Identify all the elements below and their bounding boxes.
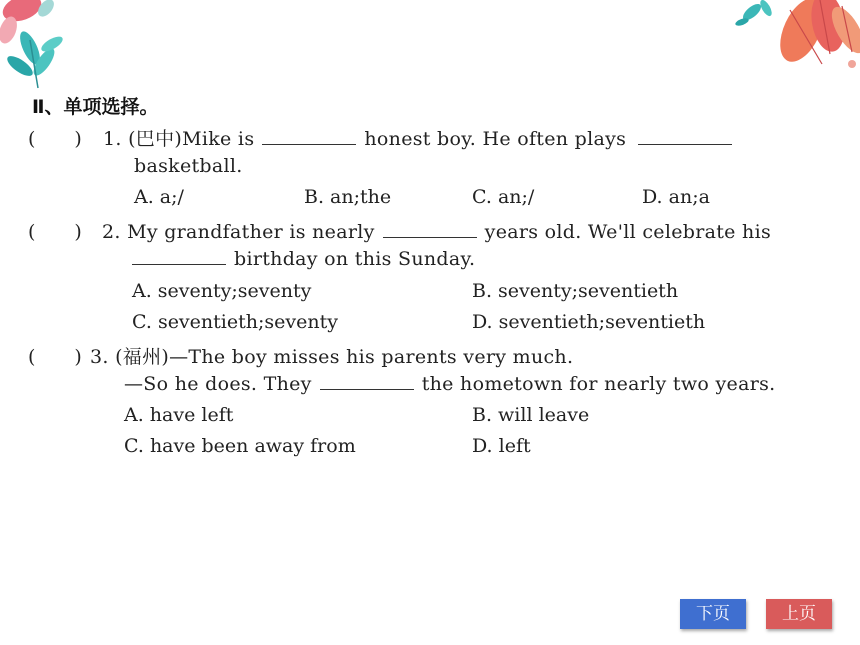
question-text: honest boy. He often plays <box>364 128 627 150</box>
question-text: My grandfather is nearly <box>127 221 375 243</box>
option-c: C. an;/ <box>472 186 535 208</box>
option-a: A. a;/ <box>134 186 184 208</box>
next-page-button[interactable]: 下页 <box>680 599 746 629</box>
option-b: B. an;the <box>304 186 392 208</box>
option-c: C. seventieth;seventy <box>132 311 338 333</box>
option-c: C. have been away from <box>124 435 356 457</box>
question-1-line-2: basketball. <box>134 155 243 177</box>
option-d: D. seventieth;seventieth <box>472 311 706 333</box>
answer-paren[interactable]: ( ) <box>28 346 83 368</box>
question-text: —The boy misses his parents very much. <box>169 346 574 368</box>
option-b: B. seventy;seventieth <box>472 280 679 302</box>
answer-blank <box>320 388 414 390</box>
question-2-line-1 <box>28 217 771 244</box>
option-d: D. an;a <box>642 186 710 208</box>
option-b: B. will leave <box>472 404 590 426</box>
question-text: the hometown for nearly two years. <box>421 373 776 395</box>
answer-blank <box>132 263 226 265</box>
option-d: D. left <box>472 435 531 457</box>
question-number: 2. <box>102 221 121 243</box>
answer-paren[interactable]: ( ) <box>28 128 83 150</box>
question-number: 3. <box>90 346 109 368</box>
question-number: 1. <box>103 128 122 150</box>
previous-page-button[interactable]: 上页 <box>766 599 832 629</box>
question-text: Mike is <box>182 128 255 150</box>
question-text: birthday on this Sunday. <box>234 248 476 270</box>
question-3-line-2 <box>124 373 775 395</box>
question-source: (巴中) <box>128 128 183 150</box>
section-title: Ⅱ、单项选择。 <box>32 96 159 118</box>
answer-blank <box>638 143 732 145</box>
answer-blank <box>383 236 477 238</box>
question-3-line-1 <box>28 342 573 369</box>
answer-blank <box>262 143 356 145</box>
question-text: —So he does. They <box>124 373 312 395</box>
answer-paren[interactable]: ( ) <box>28 221 83 243</box>
leaf-decoration-right-icon <box>730 0 860 75</box>
question-source: (福州) <box>115 346 170 368</box>
option-a: A. have left <box>124 404 234 426</box>
option-a: A. seventy;seventy <box>132 280 312 302</box>
question-1-line-1 <box>28 124 740 151</box>
question-text: years old. We'll celebrate his <box>484 221 771 243</box>
leaf-decoration-left-icon <box>0 0 80 95</box>
question-2-line-2 <box>132 248 475 270</box>
